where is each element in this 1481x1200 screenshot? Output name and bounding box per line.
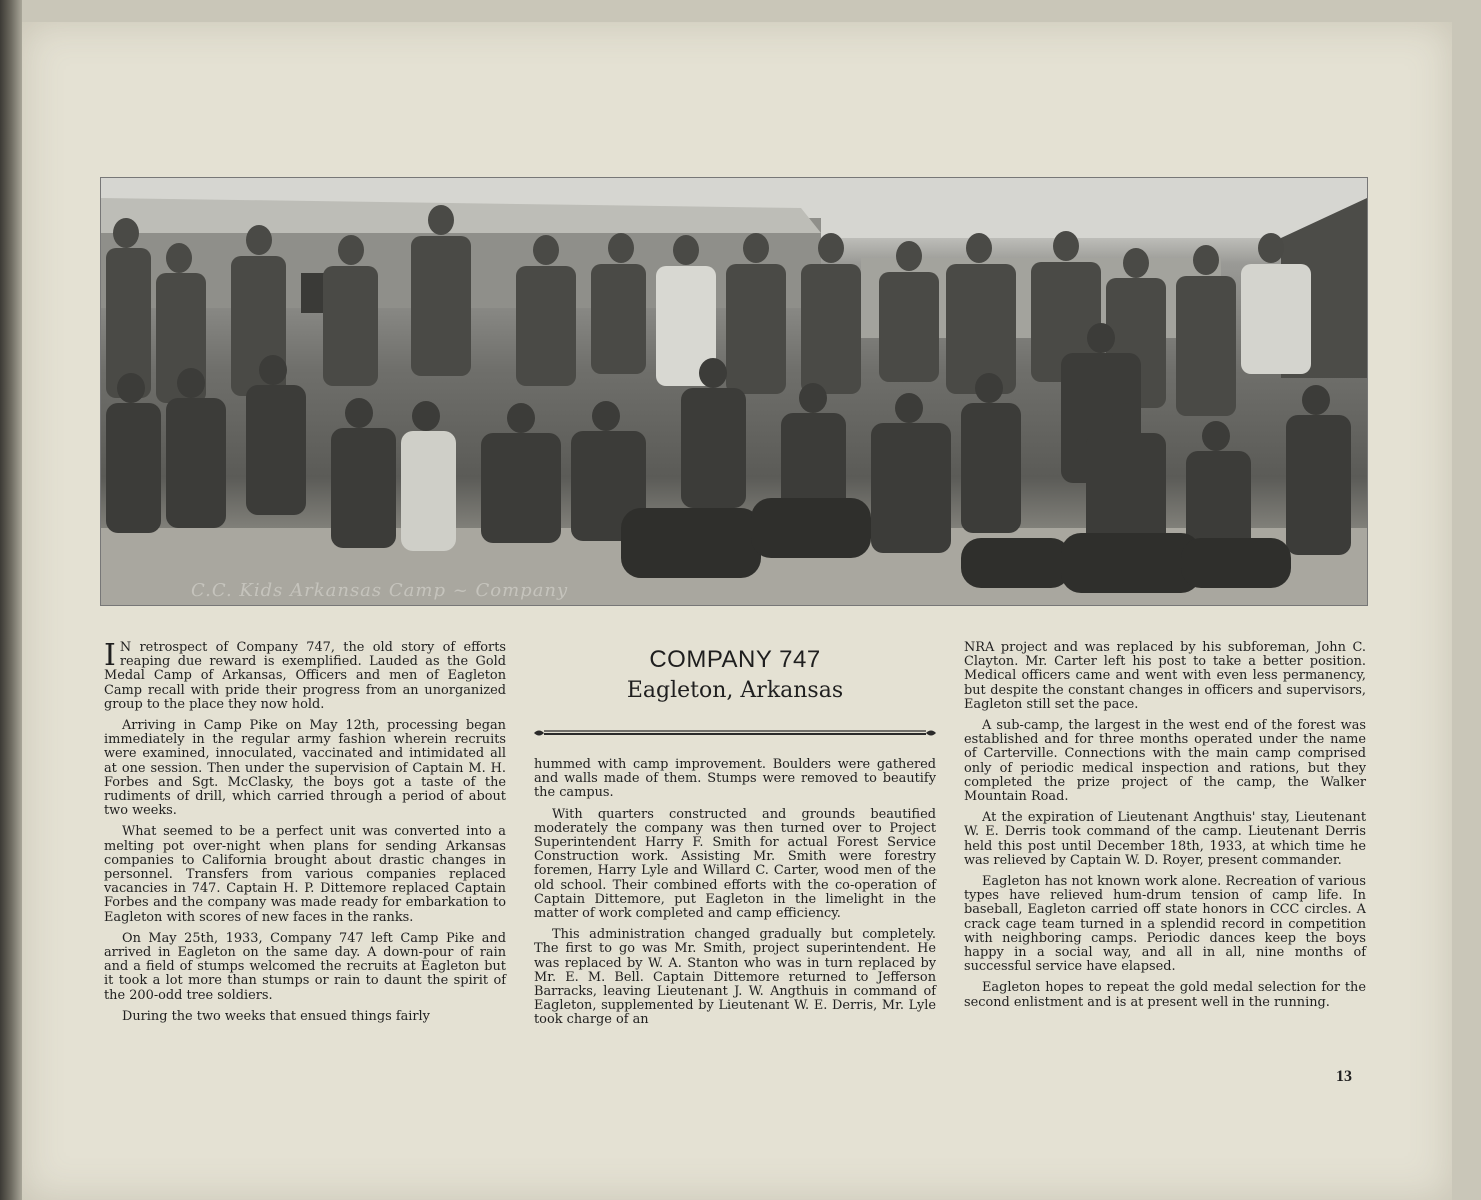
paragraph: A sub-camp, the largest in the west end of the forest was established and for three months operated under the name of Carterville. Connections with the main camp comprised only of periodic medical inspection and rations, but they completed the prize project of the camp, the Walker Mountain Road. — [964, 718, 1366, 805]
paragraph: At the expiration of Lieutenant Angthuis' stay, Lieutenant W. E. Derris took command of the camp. Lieutenant Derris held this post until December 18th, 1933, at which time he was relieved by Captain W. D. Royer, present commander. — [964, 810, 1366, 868]
paragraph: hummed with camp improvement. Boulders were gathered and walls made of them. Stumps were removed to beautify the campus. — [534, 757, 936, 801]
paragraph: This administration changed gradually but completely. The first to go was Mr. Smith, project superintendent. He was replaced by W. A. Stanton who was in turn replaced by Mr. E. M. Bell. Captain Dittemore returned to Jefferson Barracks, leaving Lieutenant J. W. Angthuis in command of Eagleton, supplemented by Lieutenant W. E. Derris, Mr. Lyle took charge of an — [534, 927, 936, 1028]
article-subtitle: Eagleton, Arkansas — [626, 678, 844, 703]
paragraph: With quarters constructed and grounds beautified moderately the company was then turned over to Project Superintendent Harry F. Smith for actual Forest Service Construction work. Assisting Mr. Smith were forestry foremen, Harry Lyle and Willard C. Carter, wood men of the old school. Their combined efforts with the co-operation of Captain Dittemore, put Eagleton in the limelight in the matter of work completed and camp efficiency. — [534, 806, 936, 922]
paragraph: What seemed to be a perfect unit was converted into a melting pot over-night when plans for sending Arkansas companies to California brought about drastic changes in personnel. Transfers from various companies replaced vacancies in 747. Captain H. P. Dittemore replaced Captain Forbes and the company was made ready for embarkation to Eagleton with scores of new faces in the ranks. — [104, 824, 506, 925]
column-middle — [534, 758, 936, 1035]
paragraph: Arriving in Camp Pike on May 12th, processing began immediately in the regular army fashion wherein recruits were examined, innoculated, vaccinated and intimidated all at one session. Then under the supervision of Captain M. H. Forbes and Sgt. McClasky, the boys got a taste of the rudiments of drill, which carried through a period of about two weeks. — [104, 718, 506, 819]
column-left — [104, 638, 506, 1031]
column-right — [964, 641, 1366, 1017]
decorative-rule — [534, 728, 936, 738]
article-heading — [534, 646, 936, 706]
photo-caption: C.C. Kids Arkansas Camp ~ Company — [191, 580, 569, 601]
page — [22, 22, 1452, 1200]
drop-cap: I — [104, 638, 116, 673]
paragraph: I N retrospect of Company 747, the old story of efforts reaping due reward is exemplified. Lauded as the Gold Medal Camp of Arkansas, Officers and men of Eagleton Camp recall with pride their progress from an unorganized group to the place they now hold. — [104, 638, 506, 712]
paragraph: Eagleton has not known work alone. Recreation of various types have relieved hum-drum tension of camp life. In baseball, Eagleton carried off state honors in CCC circles. A crack cage team turned in a splendid record in competition with neighboring camps. Periodic dances keep the boys happy in a social way, and all in all, nine months of successful service have elapsed. — [964, 874, 1366, 975]
page-number: 13 — [1336, 1068, 1352, 1085]
paragraph: During the two weeks that ensued things fairly — [122, 1008, 430, 1024]
paragraph: NRA project and was replaced by his subforeman, John C. Clayton. Mr. Carter left his post to take a better position. Medical officers came and went with even less permanency, but despite the constant changes in officers and supervisors, Eagleton still set the pace. — [964, 640, 1366, 712]
photo-illustration — [101, 178, 1367, 605]
article-title: COMPANY 747 — [649, 646, 821, 673]
group-photograph — [100, 177, 1368, 606]
paragraph: Eagleton hopes to repeat the gold medal selection for the second enlistment and is at present well in the running. — [964, 980, 1366, 1010]
paragraph: On May 25th, 1933, Company 747 left Camp Pike and arrived in Eagleton on the same day. A down-pour of rain and a field of stumps welcomed the recruits at Eagleton but it took a lot more than stumps or rain to daunt the spirit of the 200-odd tree soldiers. — [104, 930, 506, 1003]
book-binding — [0, 0, 22, 1200]
